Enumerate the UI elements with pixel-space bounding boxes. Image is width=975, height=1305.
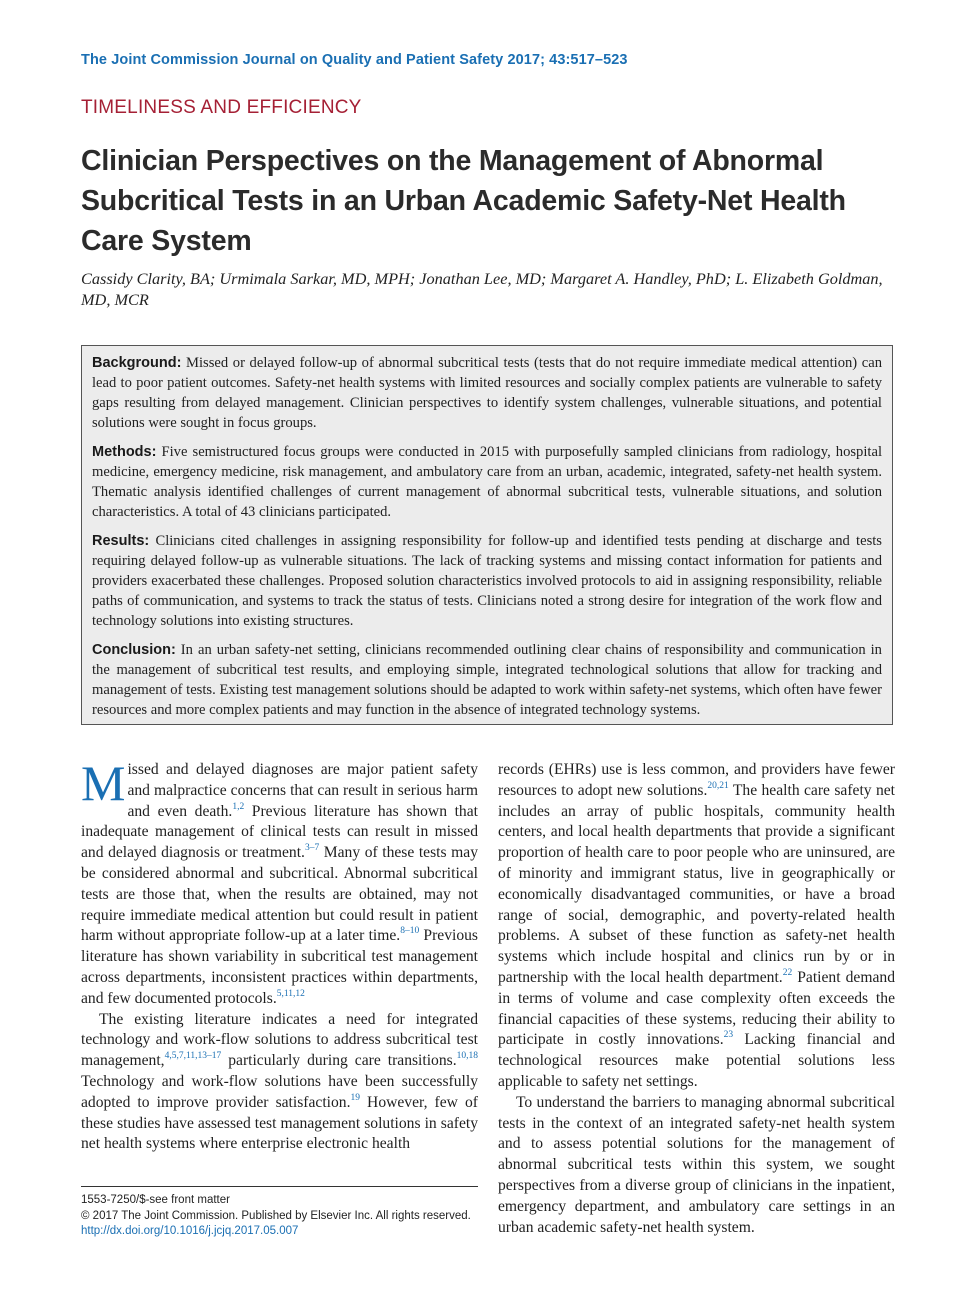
abstract-methods (92, 442, 882, 522)
abstract-results (92, 531, 882, 631)
body-text: issed and delayed diagnoses are major patient safety and malpractice concerns that can result in serious harm and even death. (127, 761, 478, 820)
body-column-left (81, 755, 478, 1155)
doi-link[interactable]: http://dx.doi.org/10.1016/j.jcjq.2017.05.007 (81, 1225, 299, 1237)
body-paragraph-3: To understand the barriers to managing abnormal subcritical tests in the context of an integrated safety-net health system and to assess potential solutions for the management of abnormal subcritical tests within this system, we sought perspectives from a diverse group of clinicians in the inpatient, emergency department, and ambulatory care settings in an urban academic safety-net health system. (498, 1093, 895, 1236)
body-text: records (EHRs) use is less common, and providers have fewer resources to adopt new solutions. (498, 761, 895, 799)
footnote (81, 1193, 471, 1240)
citation-ref[interactable]: 3–7 (304, 843, 320, 854)
body-paragraph-2-cont (498, 760, 895, 1093)
article-title: Clinician Perspectives on the Management of Abnormal Subcritical Tests in an Urban Academic Safety-Net Health Care System (81, 145, 846, 257)
abstract-results-label: Results: (92, 532, 150, 549)
citation-ref[interactable]: 20,21 (707, 780, 729, 791)
citation-ref[interactable]: 10,18 (456, 1051, 478, 1062)
body-text: Previous literature has shown variability in subcritical test management across departments, inconsistent practices within departments, and few documented protocols. (81, 927, 478, 1007)
body-text: Patient demand in terms of volume and case complexity often exceeds the financial capacities of these systems, reducing their ability to participate in costly innovations. (498, 968, 895, 1049)
issn-line: 1553-7250/$-see front matter (81, 1194, 230, 1206)
body-text: The existing literature indicates a need for integrated technology and work-flow solutions to address subcritical test management, (81, 1010, 478, 1070)
abstract-conclusion (92, 640, 882, 720)
citation-ref[interactable]: 5,11,12 (276, 988, 305, 999)
abstract-conclusion-text: In an urban safety-net setting, clinicians recommended outlining clear chains of responsibility and communication in the management of subcritical test results, and employing simple, integrated technological solutions that allow for tracking and management of tests. Existing test management solutions should be adapted to work within safety-net systems, which often have fewer resources and more complex patients and may function in the absence of integrated technology systems. (92, 641, 882, 718)
abstract-results-text: Clinicians cited challenges in assigning responsibility for follow-up and identified tests pending at discharge and tests requiring delayed follow-up as vulnerable situations. The lack of tracking systems and missing contact information for patients and providers exacerbated these challenges. Proposed solution characteristics involved protocols to aid in assigning responsibility, reliable paths of communication, and systems to track the status of tests. Clinicians noted a strong desire for integration of the work flow and technology solutions into existing structures. (92, 532, 882, 630)
body-paragraph-1 (81, 755, 478, 1010)
citation-ref[interactable]: 8–10 (400, 926, 420, 937)
section-label: TIMELINESS AND EFFICIENCY (81, 97, 362, 118)
body-text: Previous literature has shown that inadequate management of clinical tests can result in missed and delayed diagnosis or treatment. (81, 802, 478, 862)
abstract-methods-label: Methods: (92, 443, 157, 460)
body-column-right (498, 760, 895, 1238)
author-list: Cassidy Clarity, BA; Urmimala Sarkar, MD, MPH; Jonathan Lee, MD; Margaret A. Handley, PhD; L. Elizabeth Goldman, MD, MCR (81, 269, 883, 309)
drop-cap: M (81, 755, 126, 811)
copyright-line: © 2017 The Joint Commission. Published by Elsevier Inc. All rights reserved. (81, 1209, 471, 1222)
body-text: The health care safety net includes an array of public hospitals, community health centers, and local health departments that provide a significant proportion of health care to poor people who are uninsured, are of minority and immigrant status, live in geographically or economically disadvantaged communities, or have a broad range of social, demographic, and poverty-related health problems. A subset of these function as safety-net health systems which include hospital and clinics run by or in partnership with the local health department. (498, 781, 896, 986)
body-text: Many of these tests may be considered abnormal and subcritical. Abnormal subcritical tests are those that, when the results are obtained, may not require immediate medical attention but could result in patient harm without appropriate follow-up at a later time. (81, 844, 478, 945)
journal-citation: The Joint Commission Journal on Quality and Patient Safety 2017; 43:517–523 (81, 52, 628, 68)
citation-ref[interactable]: 4,5,7,11,13–17 (164, 1051, 222, 1062)
body-text: Technology and work-flow solutions have been successfully adopted to improve provider satisfaction. (81, 1072, 478, 1111)
body-text: However, few of these studies have assessed test management solutions in safety net health systems where enterprise electronic health (81, 1093, 478, 1153)
abstract-methods-text: Five semistructured focus groups were conducted in 2015 with purposefully sampled clinicians from radiology, hospital medicine, emergency medicine, risk management, and ambulatory care from an urban, academic, integrated, safety-net health system. Thematic analysis identified challenges of current management of abnormal subcritical tests, vulnerable situations, and solution characteristics. A total of 43 clinicians participated. (92, 443, 882, 521)
footnote-divider (81, 1186, 478, 1187)
citation-ref[interactable]: 22 (782, 967, 793, 978)
abstract-box (81, 345, 893, 725)
body-text: particularly during care transitions. (221, 1052, 457, 1070)
abstract-background (92, 353, 882, 433)
abstract-conclusion-label: Conclusion: (92, 641, 176, 658)
body-paragraph-2 (81, 1010, 478, 1156)
body-text: Lacking financial and technological resources make potential solutions less applicable to safety net settings. (498, 1031, 895, 1090)
citation-ref[interactable]: 23 (723, 1030, 734, 1041)
citation-ref[interactable]: 19 (350, 1092, 360, 1103)
citation-ref[interactable]: 1,2 (232, 801, 245, 812)
abstract-background-label: Background: (92, 355, 182, 371)
abstract-background-text: Missed or delayed follow-up of abnormal subcritical tests (tests that do not require immediate medical attention) can lead to poor patient outcomes. Safety-net health systems with limited resources and socially complex patients are vulnerable to safety gaps resulting from delayed management. Clinician perspectives to identify system challenges, vulnerable situations, and potential solutions were sought in focus groups. (92, 355, 883, 432)
